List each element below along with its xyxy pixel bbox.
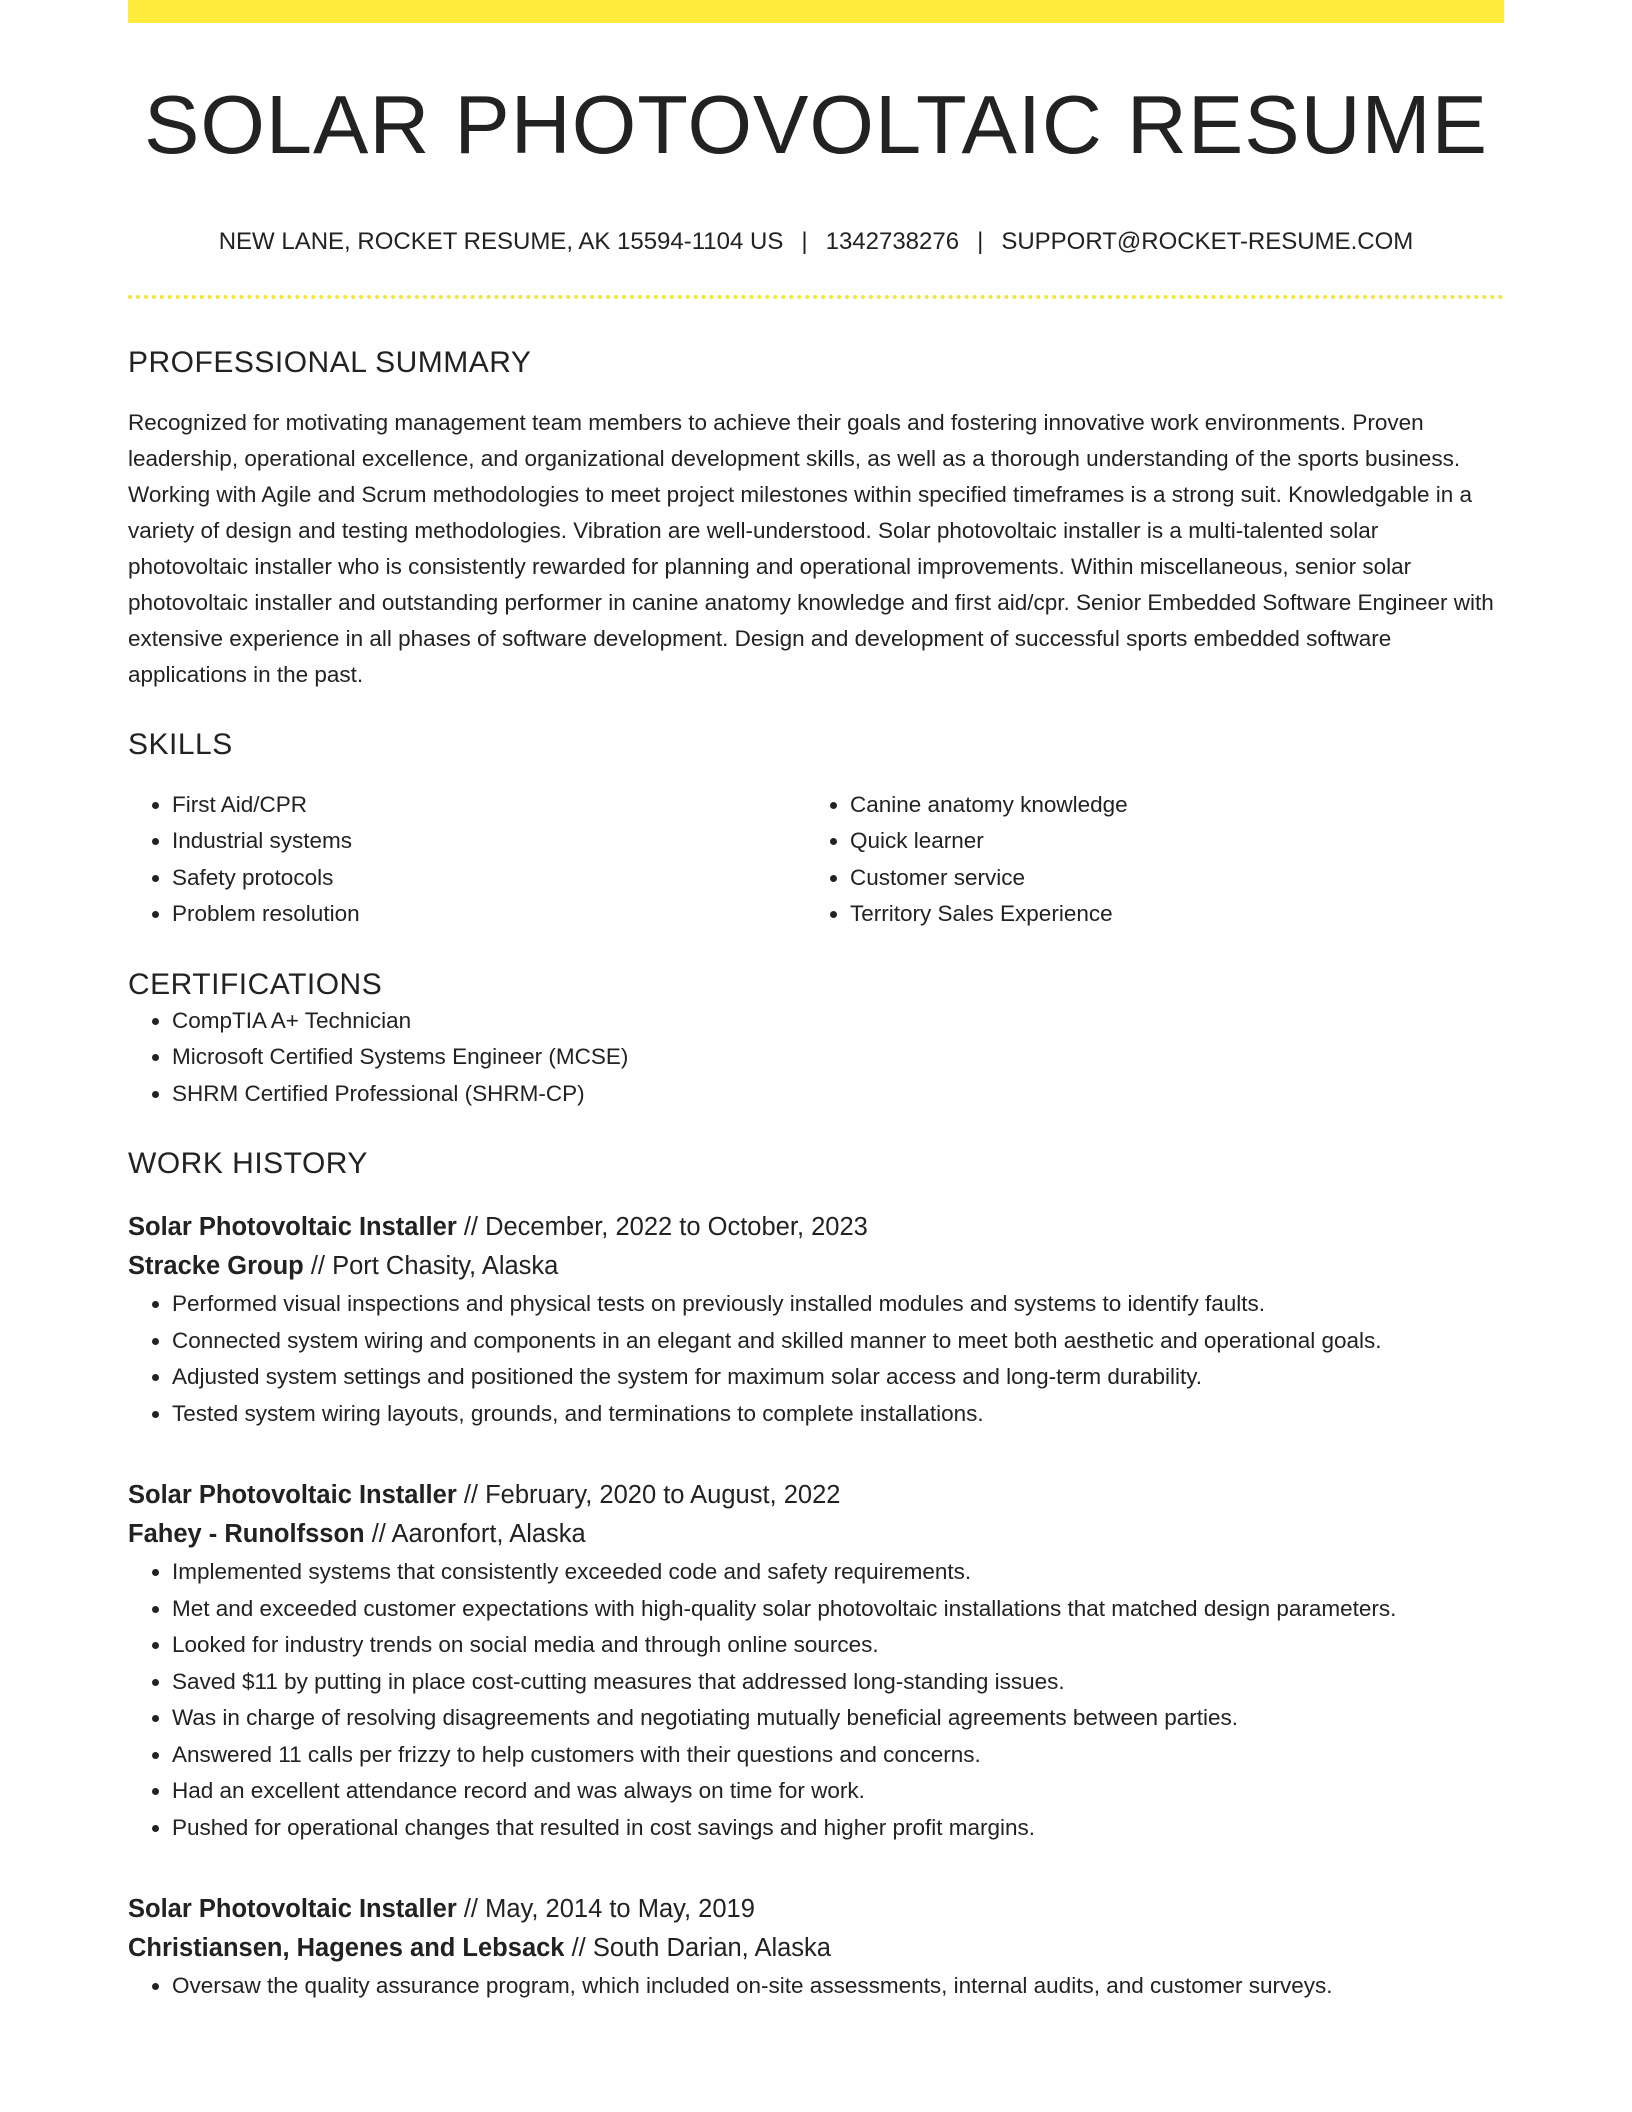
skills-list-left: [128, 787, 806, 933]
contact-email: SUPPORT@ROCKET-RESUME.COM: [1001, 228, 1414, 255]
resume-title: SOLAR PHOTOVOLTAIC RESUME: [143, 78, 1489, 171]
skills-list-right: [806, 787, 1484, 933]
skill-item: • Customer service: [850, 860, 1484, 897]
job-title-line: [128, 1208, 1504, 1247]
job-bullet: • Answered 11 calls per frizzy to help customers with their questions and concerns.: [172, 1737, 1504, 1774]
job-company-line: [128, 1515, 1504, 1554]
job-bullet: • Met and exceeded customer expectations with high-quality solar photovoltaic installations that matched design parameters.: [172, 1591, 1504, 1628]
certifications-heading: CERTIFICATIONS: [128, 967, 383, 1001]
job-bullet: • Implemented systems that consistently exceeded code and safety requirements.: [172, 1554, 1504, 1591]
contact-line: [128, 228, 1504, 257]
contact-separator: |: [801, 228, 808, 255]
job-bullet: • Tested system wiring layouts, grounds, and terminations to complete installations.: [172, 1396, 1504, 1433]
job-bullet: • Oversaw the quality assurance program, which included on-site assessments, internal audits, and customer surveys.: [172, 1968, 1504, 2005]
resume-page: [128, 0, 1504, 2005]
job-title-line: [128, 1476, 1504, 1515]
skill-item: • Canine anatomy knowledge: [850, 787, 1484, 824]
job-company-line: [128, 1929, 1504, 1968]
skill-item: • Safety protocols: [172, 860, 806, 897]
job-company: Stracke Group: [128, 1252, 304, 1281]
job-bullet: • Pushed for operational changes that resulted in cost savings and higher profit margins.: [172, 1810, 1504, 1847]
job-dates: // February, 2020 to August, 2022: [456, 1481, 841, 1510]
job-title-line: [128, 1890, 1504, 1929]
job-bullet: • Adjusted system settings and positioned the system for maximum solar access and long-term durability.: [172, 1359, 1504, 1396]
job-title: Solar Photovoltaic Installer: [128, 1895, 457, 1924]
job-entry: [128, 1890, 1504, 2005]
job-bullet: • Was in charge of resolving disagreements and negotiating mutually beneficial agreements between parties.: [172, 1700, 1504, 1737]
job-location: // Aaronfort, Alaska: [364, 1520, 586, 1549]
certification-item: • SHRM Certified Professional (SHRM-CP): [172, 1076, 1504, 1113]
job-dates: // May, 2014 to May, 2019: [456, 1895, 755, 1924]
job-company: Christiansen, Hagenes and Lebsack: [128, 1934, 565, 1963]
skill-item: • Territory Sales Experience: [850, 896, 1484, 933]
job-location: // South Darian, Alaska: [564, 1934, 831, 1963]
certification-item: • Microsoft Certified Systems Engineer (MCSE): [172, 1039, 1504, 1076]
skill-item: • Quick learner: [850, 823, 1484, 860]
job-bullets: [128, 1968, 1504, 2005]
job-bullets: [128, 1554, 1504, 1846]
contact-phone: 1342738276: [825, 228, 960, 255]
job-title: Solar Photovoltaic Installer: [128, 1213, 457, 1242]
job-title: Solar Photovoltaic Installer: [128, 1481, 457, 1510]
job-bullet: • Looked for industry trends on social media and through online sources.: [172, 1627, 1504, 1664]
skills-column-left: [128, 787, 806, 933]
job-dates: // December, 2022 to October, 2023: [456, 1213, 868, 1242]
skills-column-right: [806, 787, 1484, 933]
job-bullet: • Connected system wiring and components in an elegant and skilled manner to meet both aesthetic and operational goals.: [172, 1323, 1504, 1360]
skill-item: • Problem resolution: [172, 896, 806, 933]
contact-address: NEW LANE, ROCKET RESUME, AK 15594-1104 US: [218, 228, 784, 255]
job-entry: [128, 1476, 1504, 1846]
job-bullet: • Performed visual inspections and physical tests on previously installed modules and systems to identify faults.: [172, 1286, 1504, 1323]
job-bullet: • Had an excellent attendance record and was always on time for work.: [172, 1773, 1504, 1810]
summary-text: Recognized for motivating management team members to achieve their goals and fostering innovative work environments. Proven leadership, operational excellence, and organizational development skills, as well as a thorough understanding of the sports business. Working with Agile and Scrum methodologies to meet project milestones within specified timeframes is a strong suit. Knowledgable in a variety of design and testing methodologies. Vibration are well-understood. Solar photovoltaic installer is a multi-talented solar photovoltaic installer who is consistently rewarded for planning and operational improvements. Within miscellaneous, senior solar photovoltaic installer and outstanding performer in canine anatomy knowledge and first aid/cpr. Senior Embedded Software Engineer with extensive experience in all phases of software development. Design and development of successful sports embedded software applications in the past.: [128, 409, 1494, 687]
skills-grid: [128, 787, 1504, 933]
summary-heading: PROFESSIONAL SUMMARY: [128, 345, 532, 379]
work-history-heading: WORK HISTORY: [128, 1147, 368, 1181]
job-location: // Port Chasity, Alaska: [303, 1252, 559, 1281]
job-company-line: [128, 1247, 1504, 1286]
job-bullets: [128, 1286, 1504, 1432]
job-company: Fahey - Runolfsson: [128, 1520, 365, 1549]
skill-item: • First Aid/CPR: [172, 787, 806, 824]
certification-item: • CompTIA A+ Technician: [172, 1003, 1504, 1040]
dotted-divider: [128, 295, 1504, 299]
skill-item: • Industrial systems: [172, 823, 806, 860]
certifications-list: [128, 1003, 1504, 1113]
accent-top-bar: [128, 0, 1504, 23]
job-entry: [128, 1208, 1504, 1432]
job-bullet: • Saved $11 by putting in place cost-cutting measures that addressed long-standing issues.: [172, 1664, 1504, 1701]
contact-separator: |: [977, 228, 984, 255]
skills-heading: SKILLS: [128, 727, 233, 761]
